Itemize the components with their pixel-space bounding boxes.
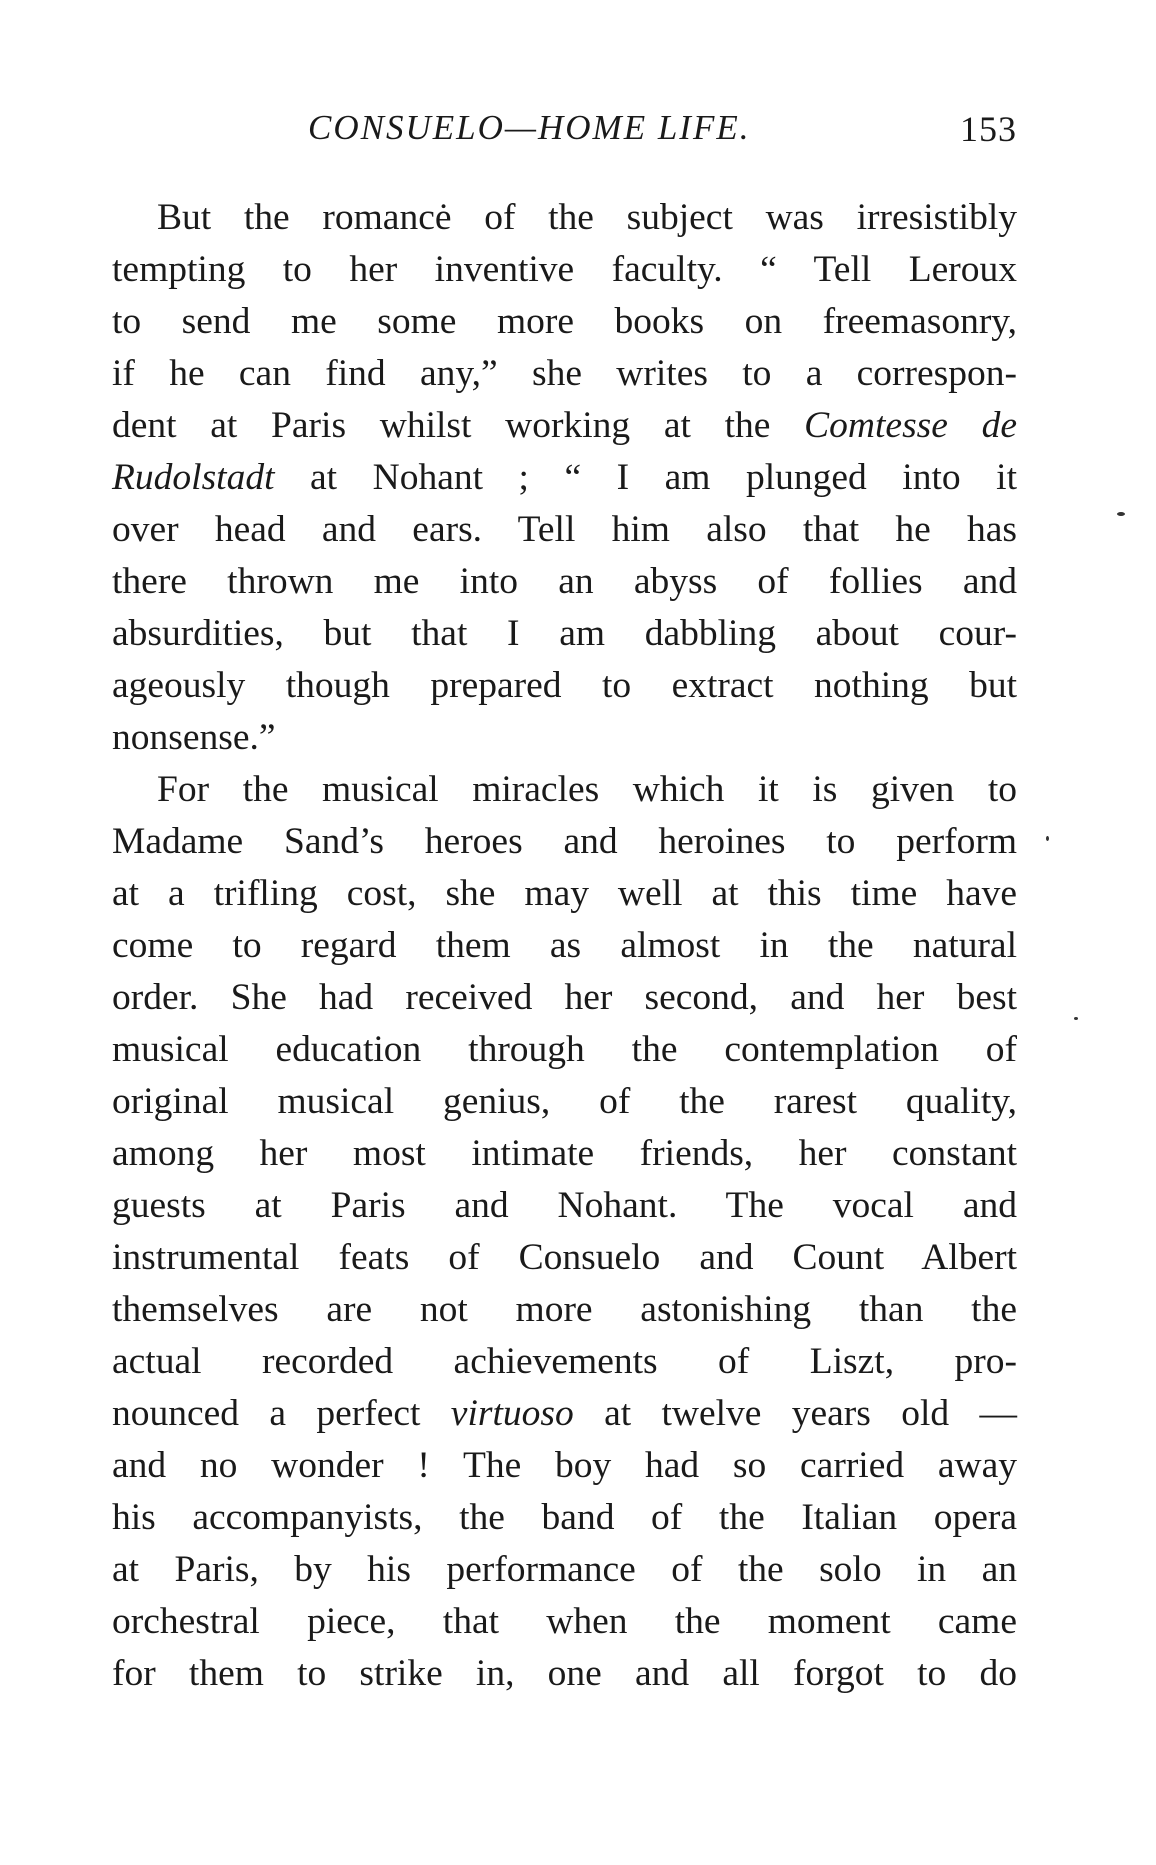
text-line: musical education through the contemplation of	[112, 1029, 1017, 1070]
text-line: instrumental feats of Consuelo and Count Albert	[112, 1237, 1017, 1278]
text-line: guests at Paris and Nohant. The vocal and	[112, 1185, 1017, 1226]
text-line: For the musical miracles which it is given to	[157, 769, 1017, 810]
text-line: among her most intimate friends, her constant	[112, 1133, 1017, 1174]
text-line: there thrown me into an abyss of follies and	[112, 561, 1017, 602]
text-line: But the romancė of the subject was irresistibly	[157, 197, 1017, 238]
text-line: at Paris, by his performance of the solo in an	[112, 1549, 1017, 1590]
text-line: come to regard them as almost in the natural	[112, 925, 1017, 966]
text-line: ageously though prepared to extract nothing but	[112, 665, 1017, 706]
text-line: over head and ears. Tell him also that he has	[112, 509, 1017, 550]
text-line: his accompanyists, the band of the Italian opera	[112, 1497, 1017, 1538]
scan-speck	[1117, 512, 1125, 516]
text-line: nounced a perfect virtuoso at twelve years old —	[112, 1393, 1017, 1434]
text-line: at a trifling cost, she may well at this time have	[112, 873, 1017, 914]
scan-speck	[1046, 836, 1049, 841]
text-line: to send me some more books on freemasonry,	[112, 301, 1017, 342]
italic-title: Comtesse de	[804, 405, 1017, 446]
text-line: orchestral piece, that when the moment came	[112, 1601, 1017, 1642]
body-text	[112, 192, 1017, 1700]
text-line: Madame Sand’s heroes and heroines to perform	[112, 821, 1017, 862]
text-line: actual recorded achievements of Liszt, pro-	[112, 1341, 1017, 1382]
text-line: nonsense.”	[112, 717, 276, 758]
italic-title: Rudolstadt	[112, 457, 275, 498]
scan-speck	[1074, 1017, 1078, 1020]
text-line: tempting to her inventive faculty. “ Tell Leroux	[112, 249, 1017, 290]
text-line: Rudolstadt at Nohant ; “ I am plunged into it	[112, 457, 1017, 498]
running-head	[112, 108, 1017, 158]
text-line: original musical genius, of the rarest quality,	[112, 1081, 1017, 1122]
text-line: dent at Paris whilst working at the Comtesse de	[112, 405, 1017, 446]
text-line: for them to strike in, one and all forgot to do	[112, 1653, 1017, 1694]
running-title: CONSUELO—HOME LIFE.	[308, 108, 751, 147]
text-line: absurdities, but that I am dabbling about cour-	[112, 613, 1017, 654]
text-line: and no wonder ! The boy had so carried away	[112, 1445, 1017, 1486]
text-line: if he can find any,” she writes to a correspon-	[112, 353, 1017, 394]
text-line: themselves are not more astonishing than the	[112, 1289, 1017, 1330]
page-number: 153	[960, 109, 1017, 149]
text-line: order. She had received her second, and her best	[112, 977, 1017, 1018]
italic-word: virtuoso	[450, 1393, 574, 1434]
